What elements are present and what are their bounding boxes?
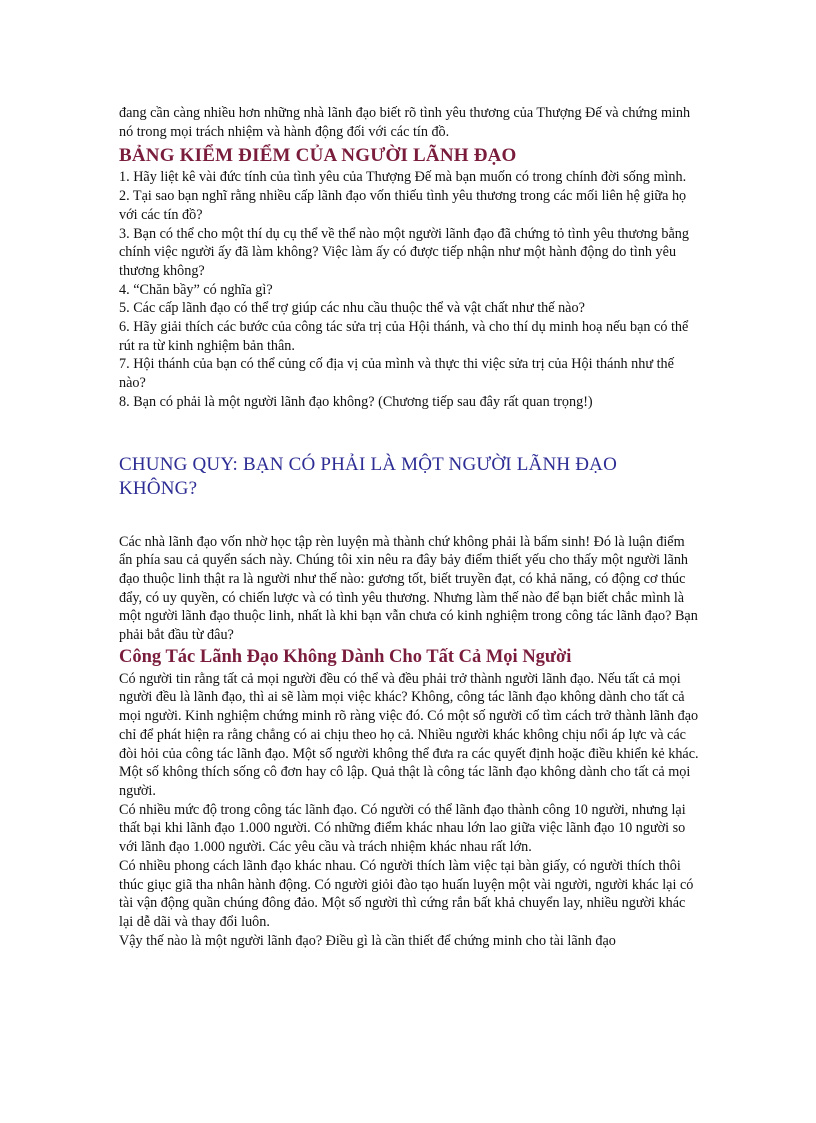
page-content (119, 104, 699, 950)
section-paragraph-3: Có nhiều phong cách lãnh đạo khác nhau. Có người thích làm việc tại bàn giấy, có người thích thôi thúc giục giã tha nhân hành động. Có người giỏi đào tạo huấn luyện một vài người, người khác lại có tài vận động quần chúng đông đảo. Một số người thì cứng rắn bất khả chuyển lay, nhiều người khác lại dễ dãi và thay đổi luôn. (119, 857, 694, 930)
checklist-item-3: 3. Bạn có thể cho một thí dụ cụ thể về thể nào một người lãnh đạo đã chứng tỏ tình yêu thương bằng chính việc người ấy đã làm không? Việc làm ấy có được tiếp nhận như một hành động do tình yêu thương không? (119, 225, 689, 279)
checklist-item-6: 6. Hãy giải thích các bước của công tác sửa trị của Hội thánh, và cho thí dụ minh hoạ nếu bạn có thể rút ra từ kinh nghiệm bản thân. (119, 319, 689, 354)
section-paragraph-2: Có nhiều mức độ trong công tác lãnh đạo. Có người có thể lãnh đạo thành công 10 người, nhưng lại thất bại khi lãnh đạo 1.000 người. Có những điểm khác nhau lớn lao giữa việc lãnh đạo 10 người so với lãnh đạo 1.000 người. Các yêu cầu và trách nhiệm khác nhau rất lớn. (119, 801, 686, 856)
chapter-title: CHUNG QUY: BẠN CÓ PHẢI LÀ MỘT NGƯỜI LÃNH ĐẠO KHÔNG? (119, 453, 618, 500)
section-title: Công Tác Lãnh Đạo Không Dành Cho Tất Cả Mọi Người (119, 646, 572, 667)
section-paragraph-1: Có người tin rằng tất cả mọi người đều có thể và đều phải trở thành người lãnh đạo. Nếu tất cả mọi người đều là lãnh đạo, thì ai sẽ làm mọi việc khác? Không, công tác lãnh đạo không dành cho tất cả mọi người. Kinh nghiệm chứng minh rõ ràng việc đó. Có một số người cố tìm cách trở thành lãnh đạo chỉ để phát hiện ra rằng chẳng có ai chịu theo họ cả. Nhiều người khác không chịu nổi áp lực và các đòi hỏi của công tác lãnh đạo. Một số người không thể đưa ra các quyết định hoặc điều khiển kẻ khác. Một số không thích sống cô đơn hay cô lập. Quả thật là công tác lãnh đạo không dành cho tất cả mọi người. (119, 670, 699, 799)
chapter-intro-paragraph: Các nhà lãnh đạo vốn nhờ học tập rèn luyện mà thành chứ không phải là bẩm sinh! Đó là luận điểm ẩn phía sau cả quyển sách này. Chúng tôi xin nêu ra đây bảy điểm thiết yếu cho thấy một người lãnh đạo thuộc linh thật ra là người như thế nào: gương tốt, biết truyền đạt, có khả năng, có động cơ thúc đẩy, có uy quyền, có chiến lược và có tình yêu thương. Nhưng làm thế nào để bạn biết chắc mình là một người lãnh đạo thuộc linh, nhất là khi bạn vẫn chưa có kinh nghiệm trong công tác lãnh đạo? Bạn phải bắt đầu từ đâu? (119, 533, 698, 644)
checklist-item-2: 2. Tại sao bạn nghĩ rằng nhiều cấp lãnh đạo vốn thiếu tình yêu thương trong các mối liên hệ giữa họ với các tín đồ? (119, 188, 687, 223)
checklist-item-5: 5. Các cấp lãnh đạo có thể trợ giúp các nhu cầu thuộc thể và vật chất như thế nào? (119, 300, 585, 317)
checklist-title: BẢNG KIỂM ĐIỂM CỦA NGƯỜI LÃNH ĐẠO (119, 145, 517, 167)
checklist-item-8: 8. Bạn có phải là một người lãnh đạo không? (Chương tiếp sau đây rất quan trọng!) (119, 393, 593, 410)
checklist-item-7: 7. Hội thánh của bạn có thể củng cố địa vị của mình và thực thi việc sửa trị của Hội thánh như thế nào? (119, 356, 674, 392)
checklist-item-4: 4. “Chăn bầy” có nghĩa gì? (119, 281, 273, 298)
section-paragraph-4: Vậy thế nào là một người lãnh đạo? Điều gì là cần thiết để chứng minh cho tài lãnh đạo (119, 932, 616, 949)
checklist-item-1: 1. Hãy liệt kê vài đức tính của tình yêu của Thượng Đế mà bạn muốn có trong chính đời sống mình. (119, 169, 687, 186)
intro-paragraph: đang cần càng nhiều hơn những nhà lãnh đạo biết rõ tình yêu thương của Thượng Đế và chứng minh nó trong mọi trách nhiệm và hành động đối với các tín đồ. (119, 105, 691, 140)
